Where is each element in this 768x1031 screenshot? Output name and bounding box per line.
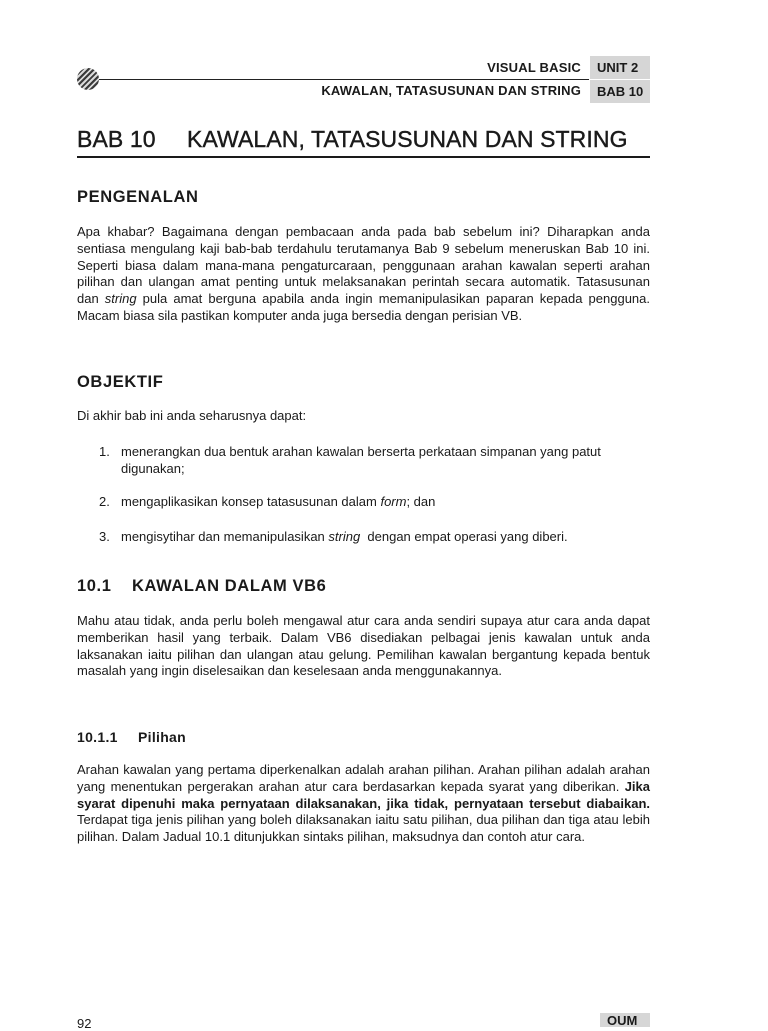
chapter-title-text: KAWALAN, TATASUSUNAN DAN STRING — [187, 126, 628, 152]
pengenalan-paragraph: Apa khabar? Bagaimana dengan pembacaan anda pada bab sebelum ini? Diharapkan anda sentiasa mengulang kaji bab-bab terdahulu terutamanya Bab 9 sebelum meneruskan Bab 10 ini. Seperti biasa dalam mana-mana pengaturcaraan, penggunaan arahan kawalan seperti arahan pilihan dan ulangan amat penting untuk melaksanakan perintah secara automatik. Tatasusunan dan string pula amat berguna apabila anda ingin memanipulasikan paparan kepada pengguna. Macam biasa sila pastikan komputer anda juga bersedia dengan perisian VB. — [77, 224, 651, 323]
chapter-title — [77, 126, 650, 153]
section-10-1-1-paragraph: Arahan kawalan yang pertama diperkenalkan adalah arahan pilihan. Arahan pilihan adalah arahan yang menentukan pergerakan arahan atur cara berdasarkan kepada syarat yang diberikan. Jika syarat dipenuhi maka pernyataan dilaksanakan, jika tidak, pernyataan tersebut diabaikan. Terdapat tiga jenis pilihan yang boleh dilaksanakan iaitu satu pilihan, dua pilihan dan tiga atau lebih pilihan. Dalam Jadual 10.1 ditunjukkan sintaks pilihan, maksudnya dan contoh atur cara. — [77, 762, 650, 845]
page-number: 92 — [77, 1016, 92, 1031]
chapter-title-rule — [77, 156, 650, 158]
list-item: 2. mengaplikasikan konsep tatasusunan dalam form; dan — [99, 494, 436, 509]
section-heading-pengenalan: PENGENALAN — [77, 188, 199, 206]
section-heading-10-1-1: 10.1.1 Pilihan — [77, 729, 186, 745]
section-heading-10-1: 10.1 KAWALAN DALAM VB6 — [77, 577, 327, 595]
header-unit-badge: UNIT 2 — [590, 56, 650, 79]
header-chapter-badge: BAB 10 — [590, 80, 650, 103]
footer-brand: OUM — [600, 1013, 650, 1027]
header-topic: KAWALAN, TATASUSUNAN DAN STRING — [321, 83, 581, 98]
chapter-number: BAB 10 — [77, 126, 156, 152]
list-item: 1. menerangkan dua bentuk arahan kawalan berserta perkataan simpanan yang patut digunakan; — [99, 444, 601, 476]
header-rule — [99, 79, 589, 80]
section-heading-objektif: OBJEKTIF — [77, 373, 164, 391]
list-item: 3. mengisytihar dan memanipulasikan string dengan empat operasi yang diberi. — [99, 529, 568, 544]
objektif-intro: Di akhir bab ini anda seharusnya dapat: — [77, 408, 307, 423]
section-10-1-paragraph: Mahu atau tidak, anda perlu boleh mengawal atur cara anda sendiri supaya atur cara anda dapat memberikan hasil yang terbaik. Dalam VB6 disediakan pelbagai jenis kawalan untuk anda laksanakan iaitu pilihan dan ulangan atau gelung. Pemilihan kawalan bergantung kepada bentuk masalah yang ingin diselesaikan dan keselesaan anda menggunakannya. — [77, 613, 650, 679]
oum-logo-icon — [77, 68, 99, 90]
header-subject: VISUAL BASIC — [487, 60, 581, 75]
